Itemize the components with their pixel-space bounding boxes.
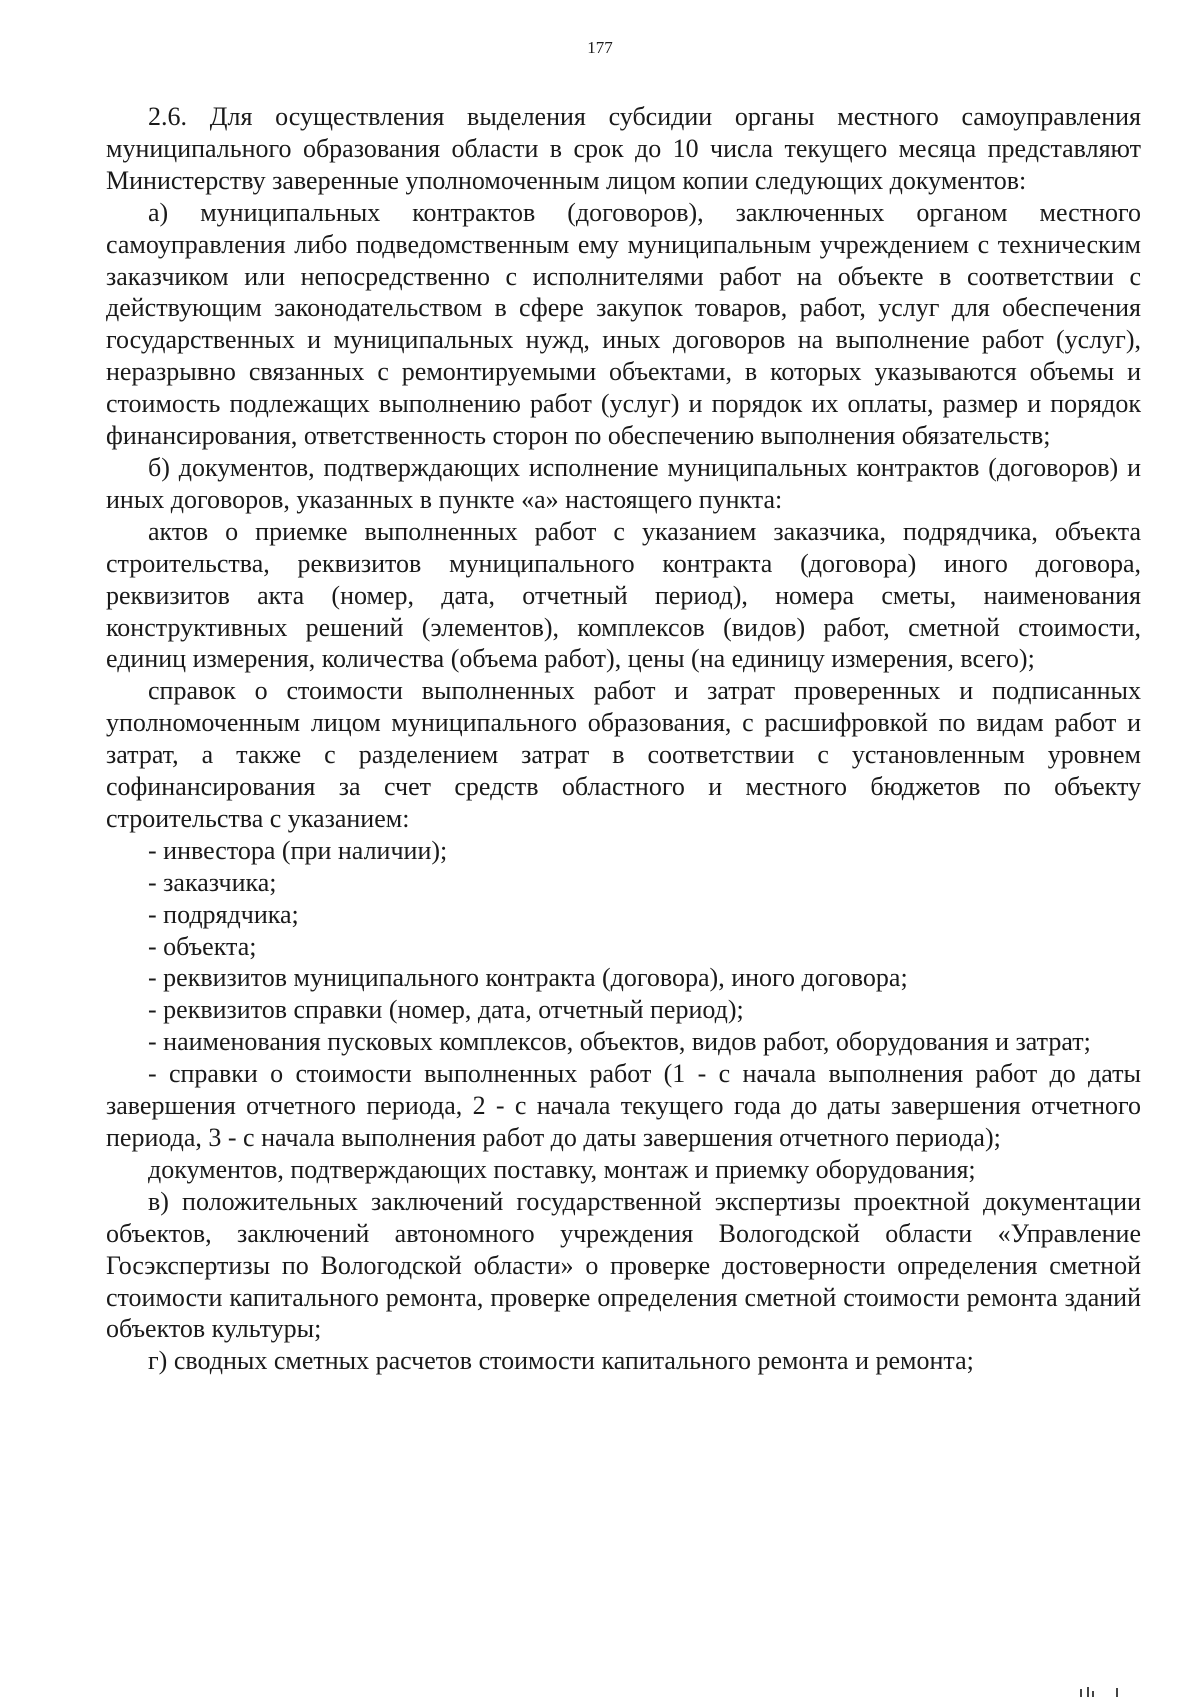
- list-item-object: - объекта;: [148, 931, 257, 961]
- paragraph-a: а) муниципальных контрактов (договоров), заключенных органом местного самоуправления либо подведомственным ему муниципальным учреждением с техническим заказчиком или непосредственно с исполнителями работ на объекте в соответствии с действующим законодательством в сфере закупок товаров, работ, услуг для обеспечения государственных и муниципальных нужд, иных договоров на выполнение работ (услуг), неразрывно связанных с ремонтируемыми объектами, в которых указываются объемы и стоимость подлежащих выполнению работ (услуг) и порядок их оплаты, размер и порядок финансирования, ответственность сторон по обеспечению выполнения обязательств;: [106, 197, 1141, 451]
- paragraph-spravok: справок о стоимости выполненных работ и затрат проверенных и подписанных уполномоченным лицом муниципального образования, с расшифровкой по видам работ и затрат, а также с разделением затрат в соответствии с установленным уровнем софинансирования за счет средств областного и местного бюджетов по объекту строительства с указанием:: [106, 676, 1141, 833]
- paragraph-acts: актов о приемке выполненных работ с указанием заказчика, подрядчика, объекта строительства, реквизитов муниципального контракта (договора) иного договора, реквизитов акта (номер, дата, отчетный период), номера сметы, наименования конструктивных решений (элементов), комплексов (видов) работ, сметной стоимости, единиц измерения, количества (объема работ), цены (на единицу измерения, всего);: [106, 516, 1141, 674]
- paragraph-2-6: 2.6. Для осуществления выделения субсидии органы местного самоуправления муниципального образования области в срок до 10 числа текущего месяца представляют Министерству заверенные уполномоченным лицом копии следующих документов:: [106, 102, 1141, 195]
- paragraph-g: г) сводных сметных расчетов стоимости капитального ремонта и ремонта;: [148, 1346, 974, 1376]
- document-body: [106, 101, 1141, 1377]
- list-item-investor: - инвестора (при наличии);: [148, 835, 448, 865]
- paragraph-b: б) документов, подтверждающих исполнение муниципальных контрактов (договоров) и иных договоров, указанных в пункте «а» настоящего пункта:: [106, 452, 1141, 514]
- paragraph-equipment-docs: документов, подтверждающих поставку, монтаж и приемку оборудования;: [148, 1154, 976, 1184]
- scan-edge-mark: [1078, 1687, 1122, 1697]
- list-item-contract-details: - реквизитов муниципального контракта (договора), иного договора;: [148, 963, 908, 993]
- paragraph-v: в) положительных заключений государственной экспертизы проектной документации объектов, заключений автономного учреждения Вологодской области «Управление Госэкспертизы по Вологодской области» о проверке достоверности определения сметной стоимости капитального ремонта, проверке определения сметной стоимости ремонта зданий объектов культуры;: [106, 1186, 1141, 1344]
- list-item-certificate-details: - реквизитов справки (номер, дата, отчетный период);: [148, 995, 744, 1025]
- list-item-customer: - заказчика;: [148, 867, 277, 897]
- list-item-cost-certificate: - справки о стоимости выполненных работ (1 - с начала выполнения работ до даты завершения отчетного периода, 2 - с начала текущего года до даты завершения отчетного периода, 3 - с начала выполнения работ до даты завершения отчетного периода);: [106, 1059, 1141, 1152]
- list-item-contractor: - подрядчика;: [148, 899, 299, 929]
- page-number: 177: [587, 38, 613, 57]
- list-item-complex-names: - наименования пусковых комплексов, объектов, видов работ, оборудования и затрат;: [148, 1027, 1091, 1057]
